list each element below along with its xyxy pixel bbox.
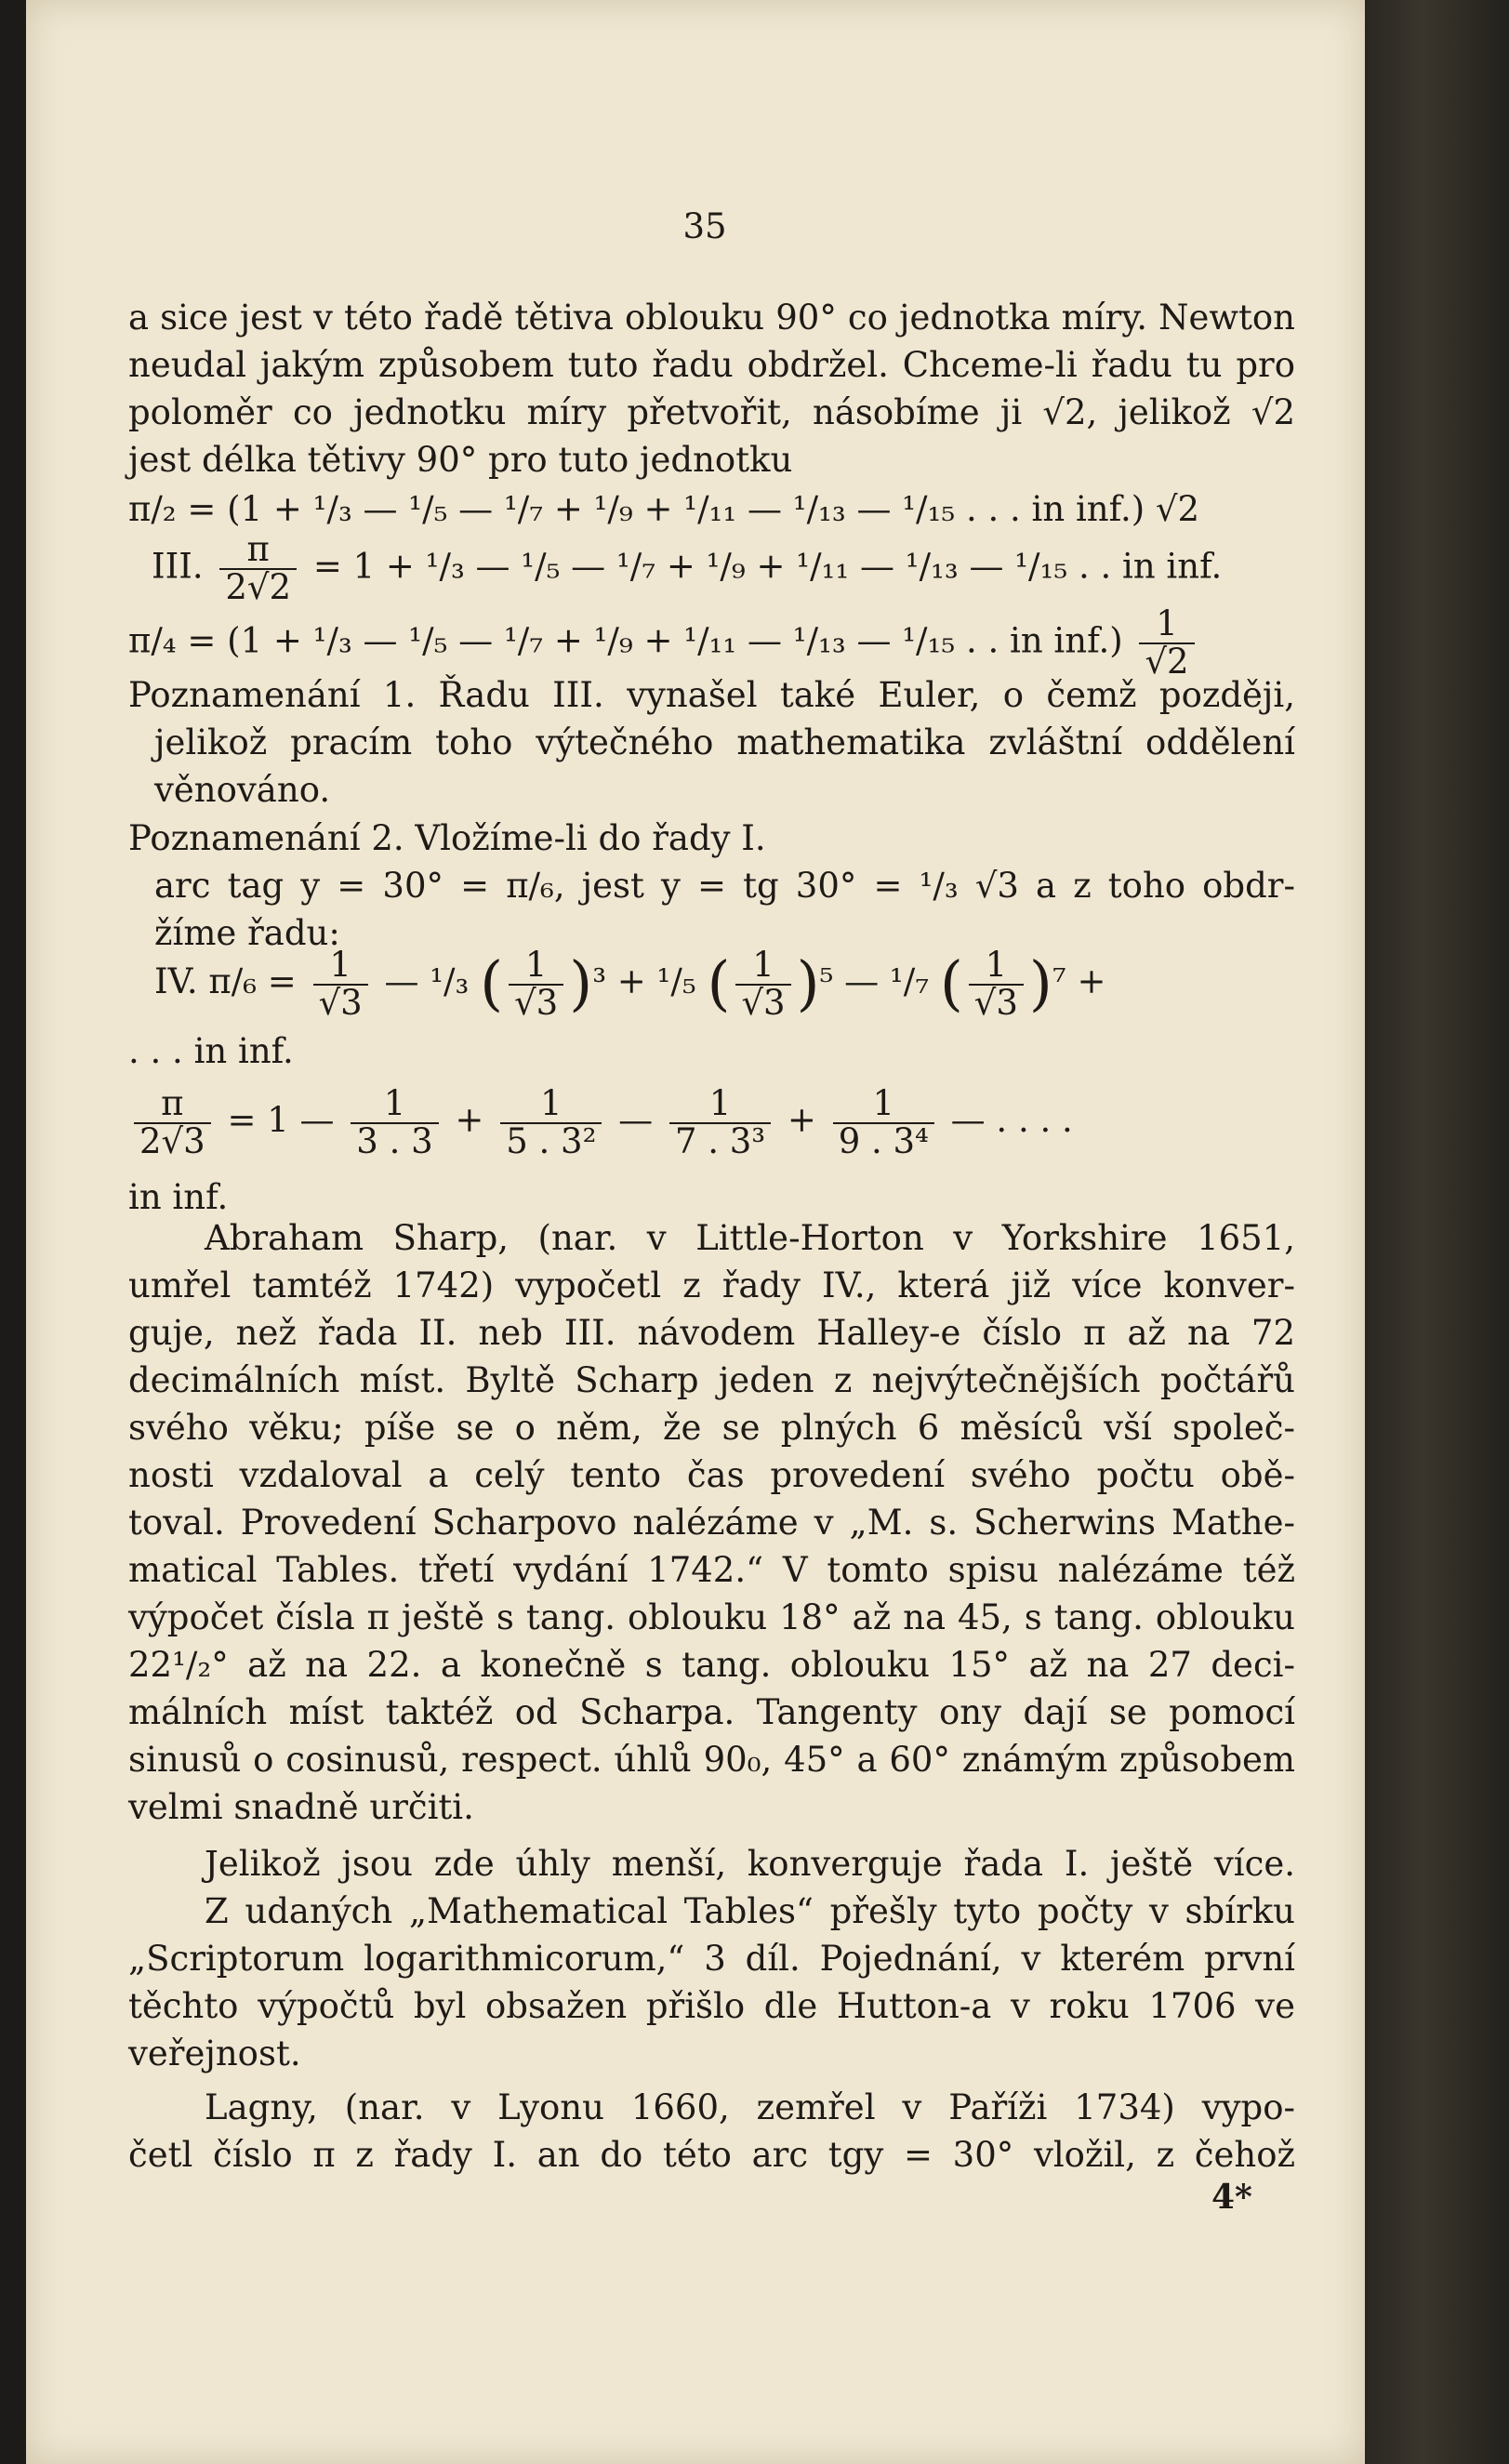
paren: )	[796, 949, 820, 1019]
formula-iv-first-fraction	[313, 944, 368, 1023]
body-line: četl číslo π z řady I. an do této arc tgy = 30° vložil, z čehož	[128, 2135, 1295, 2175]
body-line: sinusů o cosinusů, respect. úhlů 90₀, 45° a 60° známým způsobem	[128, 1740, 1295, 1780]
fraction-denominator: √3	[973, 982, 1018, 1023]
body-line: Abraham Sharp, (nar. v Little-Horton v Yorkshire 1651,	[205, 1218, 1295, 1258]
fraction-denominator: 2√3	[139, 1120, 205, 1161]
body-line: svého věku; píše se o něm, že se plných 6 měsíců vší společ-	[128, 1408, 1295, 1448]
note-1-line: jelikož pracím toho výtečného mathematika zvláštní oddělení	[154, 722, 1295, 762]
fraction-denominator: 3 . 3	[356, 1120, 433, 1161]
body-line: velmi snadně určiti.	[128, 1787, 474, 1827]
note-2-line: arc tag y = 30° = π/₆, jest y = tg 30° = ¹/₃ √3 a z toho obdr-	[154, 866, 1295, 906]
formula-5-fraction	[351, 1082, 438, 1161]
formula-iv-term: — ¹/₃	[384, 961, 470, 1001]
page-number: 35	[682, 206, 727, 246]
fraction-numerator: 1	[351, 1086, 438, 1124]
book-binding-edge	[1365, 0, 1509, 2464]
fraction-numerator: 1	[509, 947, 563, 986]
formula-iii-fraction	[219, 529, 297, 607]
fraction-numerator: π	[134, 1086, 211, 1124]
formula-pi-quarter-fraction	[1139, 603, 1194, 682]
exponent: ⁵	[819, 961, 834, 1001]
fraction-denominator: 2√2	[225, 566, 292, 607]
body-line: Z udaných „Mathematical Tables“ přešly tyto počty v sbírku	[205, 1891, 1295, 1931]
formula-5-continuation: in inf.	[128, 1177, 229, 1217]
note-2-line: žíme řadu:	[154, 913, 340, 953]
formula-iv-continuation: . . . in inf.	[128, 1031, 294, 1071]
paren: (	[939, 949, 963, 1019]
text-line: neudal jakým způsobem tuto řadu obdržel. Chceme-li řadu tu pro	[128, 345, 1295, 385]
formula-5-op: +	[455, 1100, 484, 1140]
text-line: poloměr co jednotku míry přetvořit, násobíme ji √2, jelikož √2	[128, 392, 1295, 432]
exponent: ³	[592, 961, 607, 1001]
body-line: Jelikož jsou zde úhly menší, konverguje řada I. ještě více.	[205, 1844, 1295, 1884]
formula-5-fraction	[833, 1082, 934, 1161]
body-line: těchto výpočtů byl obsažen přišlo dle Hutton-a v roku 1706 ve	[128, 1986, 1295, 2026]
formula-5-fraction	[500, 1082, 602, 1161]
fraction-numerator: π	[219, 532, 297, 570]
paren: (	[707, 949, 731, 1019]
formula-iv	[154, 941, 1321, 1026]
formula-iii-series: = 1 + ¹/₃ — ¹/₅ — ¹/₇ + ¹/₉ + ¹/₁₁ — ¹/₁₃ — ¹/₁₅ . . in inf.	[312, 546, 1223, 587]
body-line: výpočet čísla π ještě s tang. oblouku 18° až na 45, s tang. oblouku	[128, 1597, 1295, 1637]
fraction-denominator: 5 . 3²	[506, 1120, 597, 1161]
formula-5-op: +	[787, 1100, 816, 1140]
formula-iv-term: — ¹/₇	[844, 961, 930, 1001]
fraction-denominator: √3	[514, 982, 559, 1023]
formula-iv-label: IV.	[154, 961, 198, 1001]
note-2-line: Poznamenání 2. Vložíme-li do řady I.	[128, 818, 766, 858]
fraction-denominator: 7 . 3³	[674, 1120, 766, 1161]
formula-pi-quarter-series: π/₄ = (1 + ¹/₃ — ¹/₅ — ¹/₇ + ¹/₉ + ¹/₁₁ — ¹/₁₃ — ¹/₁₅ . . in inf.)	[128, 620, 1123, 661]
body-line: veřejnost.	[128, 2033, 301, 2073]
body-line: matical Tables. třetí vydání 1742.“ V tomto spisu nalézáme též	[128, 1550, 1295, 1590]
fraction-numerator: 1	[735, 947, 790, 986]
signature-mark: 4*	[1211, 2178, 1252, 2217]
formula-pi-half: π/₂ = (1 + ¹/₃ — ¹/₅ — ¹/₇ + ¹/₉ + ¹/₁₁ — ¹/₁₃ — ¹/₁₅ . . . in inf.) √2	[128, 489, 1200, 529]
scanned-page	[26, 0, 1365, 2464]
formula-5-lhs-fraction	[134, 1082, 211, 1161]
fraction-numerator: 1	[313, 947, 368, 986]
note-1-line: věnováno.	[154, 770, 331, 810]
formula-5-op: — . . . .	[950, 1100, 1073, 1140]
body-line: Lagny, (nar. v Lyonu 1660, zemřel v Paříži 1734) vypo-	[205, 2087, 1295, 2127]
fraction-numerator: 1	[669, 1086, 771, 1124]
body-line: guje, než řada II. neb III. návodem Halley-e číslo π až na 72	[128, 1313, 1295, 1353]
formula-5-op: —	[618, 1100, 654, 1140]
formula-pi-2sqrt3	[128, 1079, 1295, 1162]
fraction-denominator: √3	[318, 982, 363, 1023]
paren: (	[480, 949, 504, 1019]
formula-5-fraction	[669, 1082, 771, 1161]
formula-iii	[152, 529, 1318, 607]
fraction-numerator: 1	[1139, 606, 1194, 644]
text-line: a sice jest v této řadě tětiva oblouku 90° co jednotka míry. Newton	[128, 298, 1295, 338]
formula-iv-lhs: π/₆ =	[208, 961, 297, 1001]
body-line: nosti vzdaloval a celý tento čas provedení svého počtu obě-	[128, 1455, 1295, 1495]
formula-iv-inner-fraction	[735, 944, 790, 1023]
fraction-numerator: 1	[500, 1086, 602, 1124]
fraction-denominator: √3	[741, 982, 786, 1023]
body-line: umřel tamtéž 1742) vypočetl z řady IV., která již více konver-	[128, 1265, 1295, 1305]
formula-pi-quarter	[128, 603, 1295, 682]
formula-5-eq: = 1 —	[227, 1100, 335, 1140]
exponent: ⁷	[1052, 961, 1066, 1001]
body-line: málních míst taktéž od Scharpa. Tangenty ony dají se pomocí	[128, 1692, 1295, 1732]
body-line: toval. Provedení Scharpovo nalézáme v „M. s. Scherwins Mathe-	[128, 1503, 1295, 1543]
formula-iii-label: III.	[152, 546, 204, 587]
formula-iv-term: + ¹/₅	[616, 961, 696, 1001]
body-line: „Scriptorum logarithmicorum,“ 3 díl. Pojednání, v kterém první	[128, 1939, 1295, 1979]
text-line: jest délka tětivy 90° pro tuto jednotku	[128, 440, 793, 480]
note-1-line: Poznamenání 1. Řadu III. vynašel také Euler, o čemž později,	[128, 675, 1295, 715]
fraction-numerator: 1	[969, 947, 1024, 986]
body-line: 22¹/₂° až na 22. a konečně s tang. oblouku 15° až na 27 deci-	[128, 1645, 1295, 1685]
formula-iv-inner-fraction	[969, 944, 1024, 1023]
fraction-denominator: 9 . 3⁴	[838, 1120, 929, 1161]
formula-iv-tail: +	[1077, 961, 1106, 1001]
paren: )	[569, 949, 593, 1019]
fraction-numerator: 1	[833, 1086, 934, 1124]
paren: )	[1028, 949, 1052, 1019]
formula-iv-inner-fraction	[509, 944, 563, 1023]
body-line: decimálních míst. Byltě Scharp jeden z nejvýtečnějších počtářů	[128, 1360, 1295, 1400]
fraction-denominator: √2	[1145, 641, 1189, 682]
